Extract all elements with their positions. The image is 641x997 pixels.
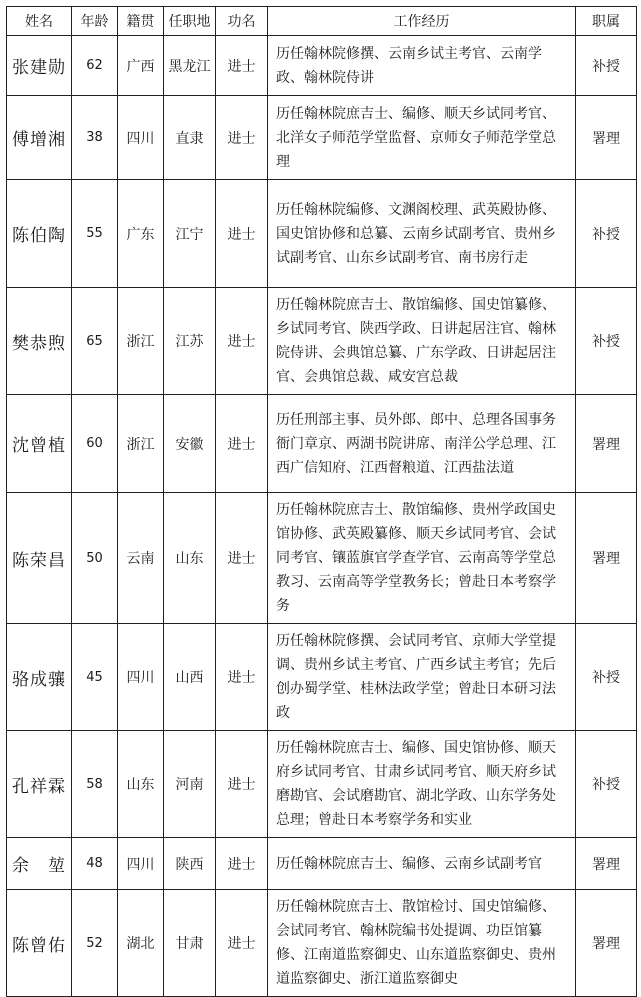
cell-origin: 四川 xyxy=(118,838,164,890)
cell-experience: 历任翰林院庶吉士、编修、云南乡试副考官 xyxy=(268,838,576,890)
cell-name: 樊恭煦 xyxy=(7,288,72,395)
cell-origin: 广西 xyxy=(118,36,164,96)
cell-post: 黑龙江 xyxy=(164,36,216,96)
cell-experience: 历任翰林院庶吉士、散馆编修、贵州学政国史馆协修、武英殿纂修、顺天乡试同考官、会试同考官、镶蓝旗官学查学官、云南高等学堂总教习、云南高等学堂教务长；曾赴日本考察学务 xyxy=(268,493,576,624)
cell-post: 甘肃 xyxy=(164,890,216,997)
cell-origin: 广东 xyxy=(118,180,164,288)
cell-post: 山西 xyxy=(164,624,216,731)
cell-rank: 进士 xyxy=(216,731,268,838)
table-row xyxy=(7,36,637,96)
header-origin: 籍贯 xyxy=(118,7,164,36)
cell-name: 沈曾植 xyxy=(7,395,72,493)
header-rank: 功名 xyxy=(216,7,268,36)
cell-experience: 历任刑部主事、员外郎、郎中、总理各国事务衙门章京、两湖书院讲席、南洋公学总理、江西广信知府、江西督粮道、江西盐法道 xyxy=(268,395,576,493)
cell-post: 安徽 xyxy=(164,395,216,493)
cell-status: 署理 xyxy=(576,890,637,997)
cell-status: 补授 xyxy=(576,624,637,731)
cell-status: 补授 xyxy=(576,180,637,288)
header-age: 年龄 xyxy=(72,7,118,36)
cell-rank: 进士 xyxy=(216,493,268,624)
cell-post: 山东 xyxy=(164,493,216,624)
cell-rank: 进士 xyxy=(216,36,268,96)
cell-post: 陕西 xyxy=(164,838,216,890)
cell-rank: 进士 xyxy=(216,180,268,288)
cell-experience: 历任翰林院修撰、云南乡试主考官、云南学政、翰林院侍讲 xyxy=(268,36,576,96)
header-status: 职属 xyxy=(576,7,637,36)
cell-status: 补授 xyxy=(576,288,637,395)
cell-name: 骆成骧 xyxy=(7,624,72,731)
cell-origin: 四川 xyxy=(118,624,164,731)
cell-post: 江宁 xyxy=(164,180,216,288)
cell-name: 傅增湘 xyxy=(7,96,72,180)
cell-origin: 湖北 xyxy=(118,890,164,997)
table-row xyxy=(7,493,637,624)
table-row xyxy=(7,288,637,395)
cell-status: 补授 xyxy=(576,731,637,838)
cell-age: 62 xyxy=(72,36,118,96)
cell-origin: 浙江 xyxy=(118,395,164,493)
cell-rank: 进士 xyxy=(216,96,268,180)
cell-status: 补授 xyxy=(576,36,637,96)
cell-age: 60 xyxy=(72,395,118,493)
cell-age: 38 xyxy=(72,96,118,180)
cell-rank: 进士 xyxy=(216,838,268,890)
cell-age: 52 xyxy=(72,890,118,997)
cell-experience: 历任翰林院庶吉士、编修、国史馆协修、顺天府乡试同考官、甘肃乡试同考官、顺天府乡试磨勘官、会试磨勘官、湖北学政、山东学务处总理；曾赴日本考察学务和实业 xyxy=(268,731,576,838)
cell-name: 陈荣昌 xyxy=(7,493,72,624)
cell-name: 张建勋 xyxy=(7,36,72,96)
officials-table xyxy=(6,6,637,997)
cell-name: 孔祥霖 xyxy=(7,731,72,838)
table-row xyxy=(7,838,637,890)
cell-rank: 进士 xyxy=(216,288,268,395)
cell-name: 余 堃 xyxy=(7,838,72,890)
cell-age: 55 xyxy=(72,180,118,288)
header-experience: 工作经历 xyxy=(268,7,576,36)
cell-experience: 历任翰林院庶吉士、散馆编修、国史馆纂修、乡试同考官、陕西学政、日讲起居注官、翰林院侍讲、会典馆总纂、广东学政、日讲起居注官、会典馆总裁、咸安宫总裁 xyxy=(268,288,576,395)
cell-age: 58 xyxy=(72,731,118,838)
table-header-row xyxy=(7,7,637,36)
cell-origin: 山东 xyxy=(118,731,164,838)
cell-post: 江苏 xyxy=(164,288,216,395)
cell-experience: 历任翰林院庶吉士、编修、顺天乡试同考官、北洋女子师范学堂监督、京师女子师范学堂总理 xyxy=(268,96,576,180)
cell-origin: 浙江 xyxy=(118,288,164,395)
cell-experience: 历任翰林院庶吉士、散馆检讨、国史馆编修、会试同考官、翰林院编书处提调、功臣馆纂修、江南道监察御史、山东道监察御史、贵州道监察御史、浙江道监察御史 xyxy=(268,890,576,997)
header-name: 姓名 xyxy=(7,7,72,36)
cell-age: 48 xyxy=(72,838,118,890)
cell-status: 署理 xyxy=(576,493,637,624)
cell-rank: 进士 xyxy=(216,624,268,731)
header-post: 任职地 xyxy=(164,7,216,36)
cell-origin: 四川 xyxy=(118,96,164,180)
table-row xyxy=(7,395,637,493)
cell-rank: 进士 xyxy=(216,890,268,997)
table-row xyxy=(7,731,637,838)
cell-experience: 历任翰林院编修、文渊阁校理、武英殿协修、国史馆协修和总纂、云南乡试副考官、贵州乡试副考官、山东乡试副考官、南书房行走 xyxy=(268,180,576,288)
cell-age: 65 xyxy=(72,288,118,395)
table-row xyxy=(7,890,637,997)
cell-status: 署理 xyxy=(576,395,637,493)
cell-name: 陈伯陶 xyxy=(7,180,72,288)
cell-post: 直隶 xyxy=(164,96,216,180)
table-row xyxy=(7,180,637,288)
cell-age: 50 xyxy=(72,493,118,624)
cell-experience: 历任翰林院修撰、会试同考官、京师大学堂提调、贵州乡试主考官、广西乡试主考官；先后创办蜀学堂、桂林法政学堂；曾赴日本研习法政 xyxy=(268,624,576,731)
table-row xyxy=(7,624,637,731)
cell-status: 署理 xyxy=(576,96,637,180)
cell-origin: 云南 xyxy=(118,493,164,624)
cell-status: 署理 xyxy=(576,838,637,890)
table-row xyxy=(7,96,637,180)
cell-rank: 进士 xyxy=(216,395,268,493)
cell-name: 陈曾佑 xyxy=(7,890,72,997)
cell-age: 45 xyxy=(72,624,118,731)
cell-post: 河南 xyxy=(164,731,216,838)
